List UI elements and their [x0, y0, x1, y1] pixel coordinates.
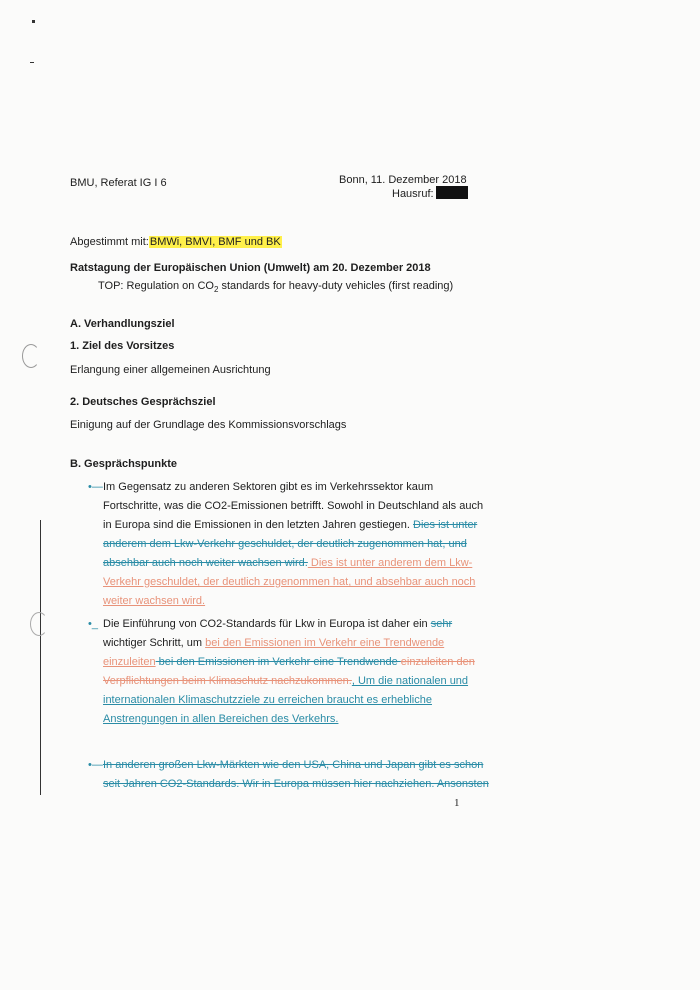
section-a2-text: Einigung auf der Grundlage des Kommissionsvorschlags: [70, 419, 347, 431]
section-a-heading: A. Verhandlungsziel: [70, 318, 175, 330]
bullet-marker: •—: [88, 481, 103, 493]
meeting-title: Ratstagung der Europäischen Union (Umwelt) am 20. Dezember 2018: [70, 262, 431, 274]
section-a2-heading: 2. Deutsches Gesprächsziel: [70, 396, 216, 408]
top-prefix: TOP: Regulation on CO: [98, 280, 214, 292]
p2-line5-inserted: internationalen Klimaschutzziele zu erreichen braucht es erhebliche: [103, 694, 432, 706]
deleted-text: einzuleiten: [400, 656, 457, 668]
agreed-colon: :: [145, 236, 149, 248]
p2-line2-text: wichtiger Schritt, um: [103, 637, 206, 649]
p1-line3-text: in Europa sind die Emissionen in den letzten Jahren gestiegen.: [103, 519, 414, 531]
place-date: Bonn, 11. Dezember 2018: [339, 174, 467, 186]
p2-line6-inserted: Anstrengungen in allen Bereichen des Verkehrs.: [103, 713, 339, 725]
p3-line2-deleted: seit Jahren CO2-Standards. Wir in Europa müssen hier nachziehen. Ansonsten: [103, 778, 489, 790]
scan-speck: [32, 20, 35, 23]
p2-line2: [103, 634, 444, 653]
section-a1-text: Erlangung einer allgemeinen Ausrichtung: [70, 364, 271, 376]
top-subscript: 2: [213, 285, 219, 295]
page-number: 1: [454, 797, 460, 809]
p1-line1: Im Gegensatz zu anderen Sektoren gibt es im Verkehrssektor kaum: [103, 481, 434, 493]
agreed-parties: BMWi, BMVI, BMF und BK: [149, 236, 281, 248]
p1-line3: [103, 516, 477, 535]
scan-speck: [30, 62, 34, 63]
inserted-text: , Um die nationalen und: [351, 675, 469, 687]
hausruf-label: Hausruf:: [392, 188, 434, 200]
redaction-box: [436, 186, 468, 199]
bullet-marker: •—: [88, 759, 103, 771]
p1-line4-deleted: anderem dem Lkw-Verkehr geschuldet, der deutlich zugenommen hat, und: [103, 538, 467, 550]
punch-hole: [30, 612, 48, 636]
deleted-text: bei den Emissionen im Verkehr eine Trendwende: [155, 656, 401, 668]
p2-line3: [103, 653, 475, 672]
inserted-text: einzuleiten: [103, 656, 156, 668]
punch-hole: [22, 344, 40, 368]
department-label: BMU, Referat IG I 6: [70, 177, 167, 189]
p1-line5: [103, 554, 472, 573]
margin-bar: [40, 520, 41, 795]
p2-line4: [103, 672, 468, 691]
deleted-text: absehbar auch noch weiter wachsen wird.: [103, 557, 308, 569]
deleted-text: sehr: [430, 618, 453, 630]
p3-line1-deleted: In anderen großen Lkw-Märkten wie den USA, China und Japan gibt es schon: [103, 759, 484, 771]
top-suffix: standards for heavy-duty vehicles (first reading): [218, 280, 454, 292]
deleted-text: den: [456, 656, 475, 668]
p2-line1: [103, 615, 452, 634]
agreed-label: Abgestimmt mit: [70, 236, 146, 248]
p2-line1-text: Die Einführung von CO2-Standards für Lkw in Europa ist daher ein: [103, 618, 431, 630]
p1-line6-inserted: Verkehr geschuldet, der deutlich zugenommen hat, und absehbar auch noch: [103, 576, 476, 588]
deleted-text: Verpflichtungen beim Klimaschutz nachzukommen.: [103, 675, 352, 687]
inserted-text: bei den Emissionen im Verkehr eine Trendwende: [205, 637, 445, 649]
agreed-line: [70, 236, 282, 248]
p1-line7-inserted: weiter wachsen wird.: [103, 595, 206, 607]
top-line: [98, 280, 453, 294]
inserted-text: Dies ist unter anderem dem Lkw-: [307, 557, 473, 569]
section-b-heading: B. Gesprächspunkte: [70, 458, 177, 470]
section-a1-heading: 1. Ziel des Vorsitzes: [70, 340, 175, 352]
hausruf-line: [392, 186, 468, 200]
p1-line2: Fortschritte, was die CO2-Emissionen betrifft. Sowohl in Deutschland als auch: [103, 500, 484, 512]
bullet-marker: •_: [88, 618, 98, 630]
deleted-text: Dies ist unter: [413, 519, 478, 531]
